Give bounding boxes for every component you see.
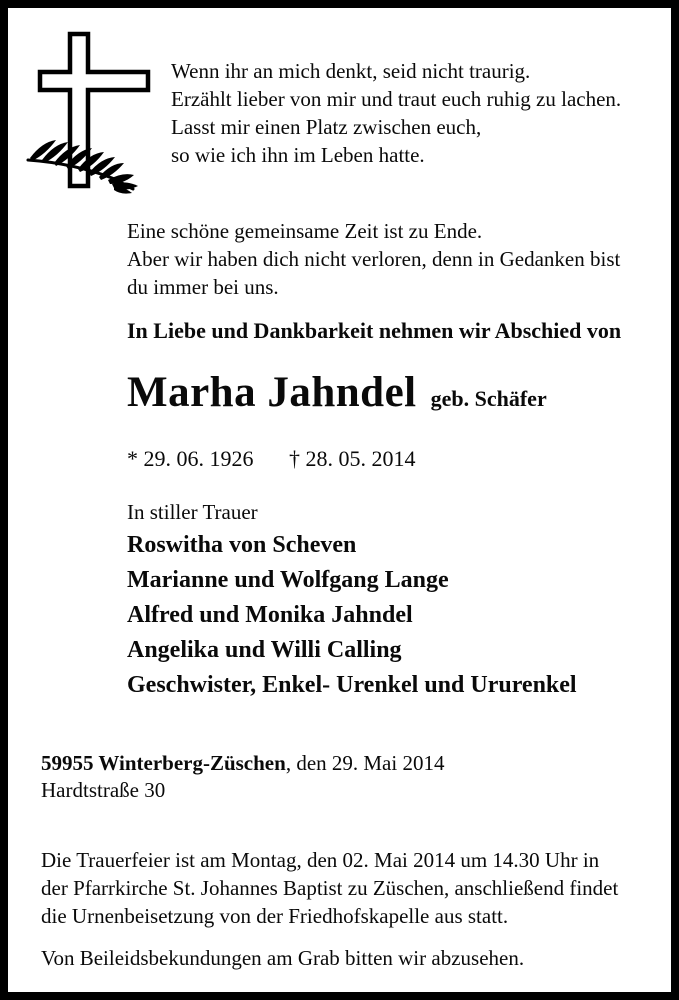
maiden-name: geb. Schäfer bbox=[430, 386, 547, 411]
mourner-name: Roswitha von Scheven bbox=[127, 532, 357, 558]
funeral-line: die Urnenbeisetzung von der Friedhofskapelle aus statt. bbox=[41, 904, 509, 928]
cross-and-palm-icon bbox=[26, 28, 154, 196]
place-date-line bbox=[41, 750, 444, 777]
birth-date: * 29. 06. 1926 bbox=[127, 446, 254, 471]
funeral-line: der Pfarrkirche St. Johannes Baptist zu Züschen, anschließend findet bbox=[41, 876, 619, 900]
poem-line: so wie ich ihn im Leben hatte. bbox=[171, 143, 425, 167]
intro-line: Eine schöne gemeinsame Zeit ist zu Ende. bbox=[127, 219, 483, 243]
deceased-name: Marha Jahndel bbox=[127, 369, 417, 416]
intro-line: du immer bei uns. bbox=[127, 275, 279, 299]
poem-line: Lasst mir einen Platz zwischen euch, bbox=[171, 115, 482, 139]
intro-line: Aber wir haben dich nicht verloren, denn in Gedanken bist bbox=[127, 247, 621, 271]
notice-date: , den 29. Mai 2014 bbox=[285, 751, 445, 775]
condolence-note: Von Beileidsbekundungen am Grab bitten wir abzusehen. bbox=[41, 946, 525, 970]
mourner-name: Geschwister, Enkel- Urenkel und Ururenkel bbox=[127, 672, 577, 698]
poem-line: Wenn ihr an mich denkt, seid nicht traurig. bbox=[171, 59, 531, 83]
farewell-line: In Liebe und Dankbarkeit nehmen wir Abschied von bbox=[127, 318, 622, 343]
mourner-name: Marianne und Wolfgang Lange bbox=[127, 567, 449, 593]
place-and-date-block bbox=[41, 750, 444, 804]
mourners-list bbox=[127, 528, 577, 703]
street-address: Hardtstraße 30 bbox=[41, 778, 166, 802]
death-date: † 28. 05. 2014 bbox=[289, 446, 416, 471]
mourner-name: Angelika und Willi Calling bbox=[127, 637, 402, 663]
mourning-intro: In stiller Trauer bbox=[127, 500, 258, 524]
poem-line: Erzählt lieber von mir und traut euch ruhig zu lachen. bbox=[171, 87, 622, 111]
funeral-line: Die Trauerfeier ist am Montag, den 02. Mai 2014 um 14.30 Uhr in bbox=[41, 848, 600, 872]
deceased-name-line bbox=[127, 368, 547, 417]
funeral-info-paragraph bbox=[41, 846, 618, 930]
postal-place: 59955 Winterberg-Züschen bbox=[41, 751, 286, 775]
opening-poem bbox=[171, 57, 621, 169]
intro-paragraph bbox=[127, 217, 620, 301]
mourner-name: Alfred und Monika Jahndel bbox=[127, 602, 413, 628]
life-dates bbox=[127, 446, 416, 472]
